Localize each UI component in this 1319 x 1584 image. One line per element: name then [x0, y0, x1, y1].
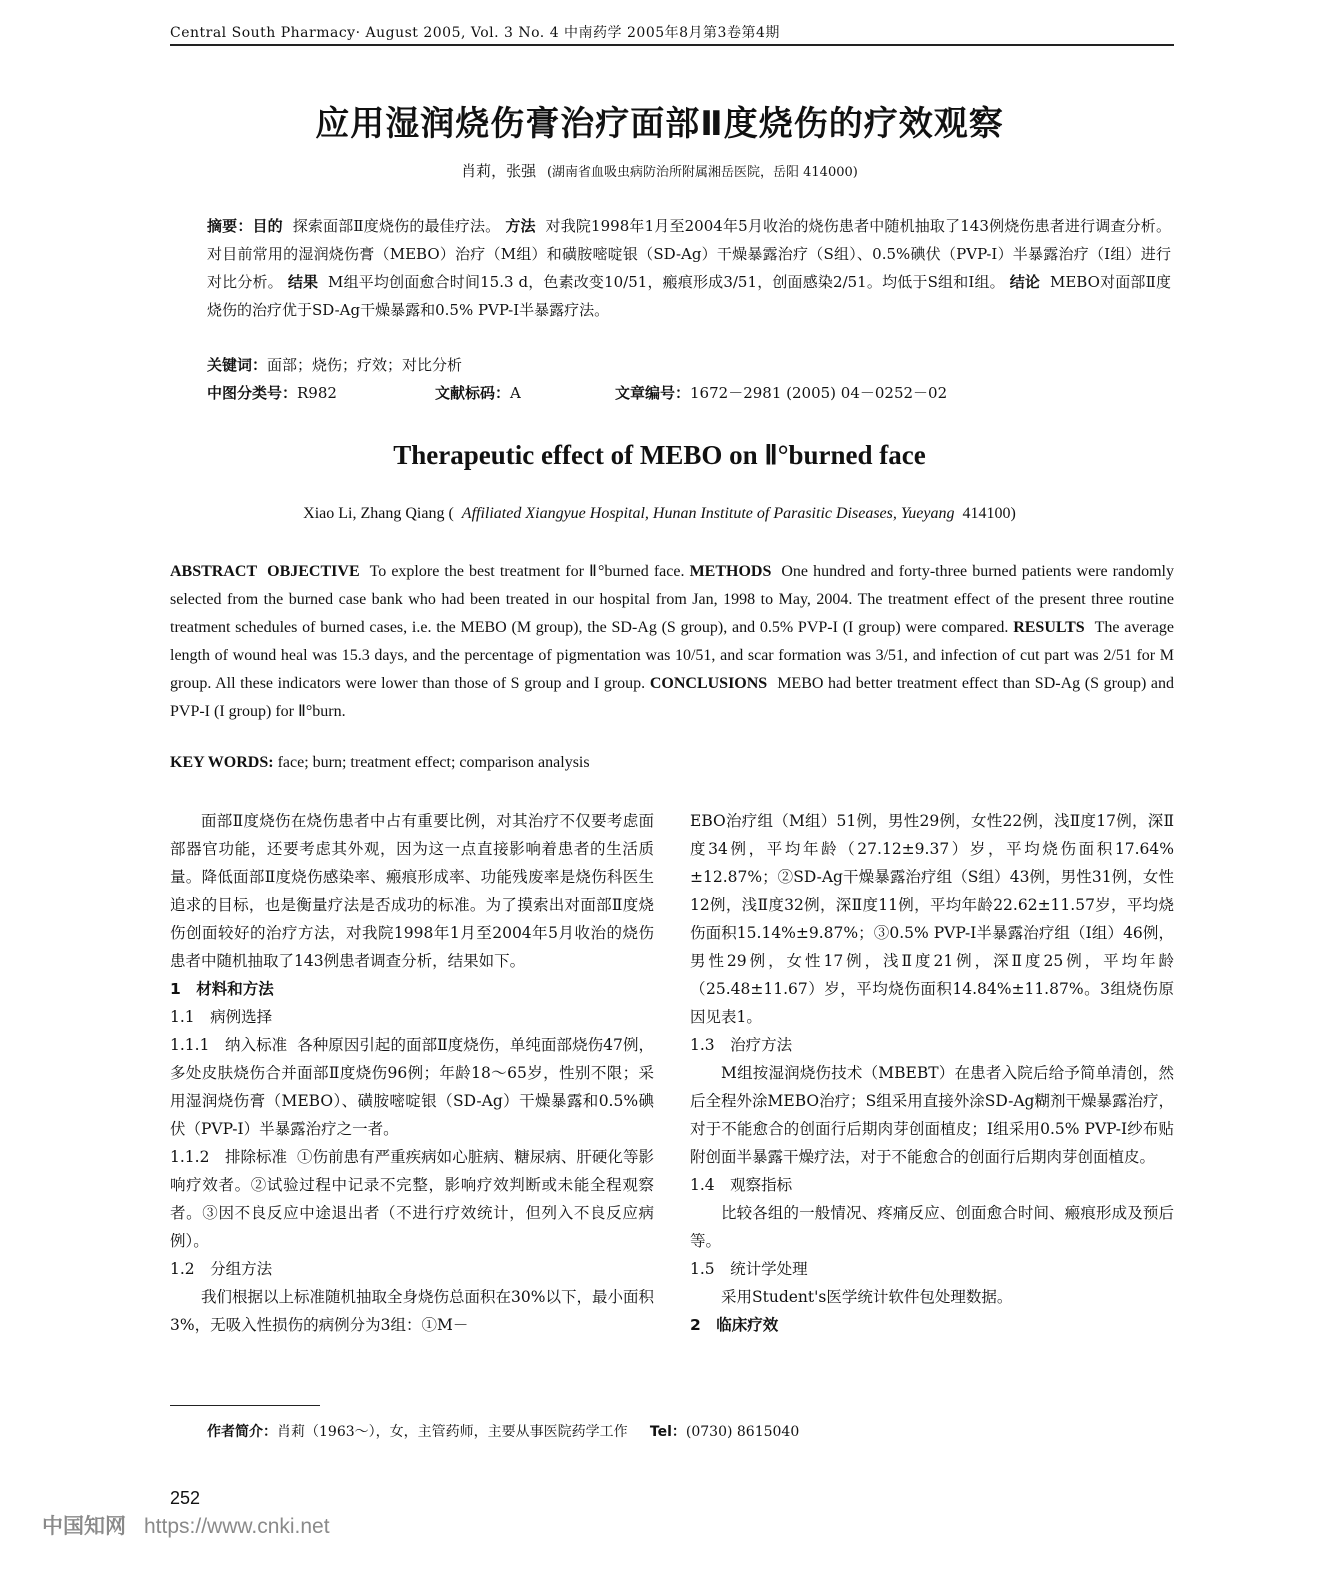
body-right-column: [690, 807, 1174, 1339]
author-footnote: [207, 1421, 799, 1441]
en-keywords-text: face; burn; treatment effect; comparison analysis: [277, 754, 590, 771]
watermark-logo-text: 中国知网: [42, 1515, 126, 1538]
section-heading: 2 临床疗效: [690, 1316, 779, 1334]
grouping-continued: EBO治疗组（M组）51例，男性29例，女性22例，浅Ⅱ度17例，深Ⅱ度34例，平均年龄（27.12±9.37）岁，平均烧伤面积17.64%±12.87%；②SD-Ag干燥暴露治疗组（S组）43例，男性31例，女性12例，浅Ⅱ度32例，深Ⅱ度11例，平均年龄22.62±11.57岁，平均烧伤面积15.14%±9.87%；③0.5% PVP-I半暴露治疗组（I组）46例，男性29例，女性17例，浅Ⅱ度21例，深Ⅱ度25例，平均年龄（25.48±11.67）岁，平均烧伤面积14.84%±11.87%。3组烧伤原因见表1。: [690, 812, 1174, 1026]
observation-paragraph: 比较各组的一般情况、疼痛反应、创面愈合时间、瘢痕形成及预后等。: [690, 1204, 1174, 1250]
subsubsection-heading: 1.1.2 排除标准: [170, 1148, 288, 1166]
results-text: M组平均创面愈合时间15.3 d，色素改变10/51，瘢痕形成3/51，创面感染2/51。均低于S组和I组。: [328, 273, 1005, 291]
english-author-names: Xiao Li, Zhang Qiang: [303, 505, 445, 522]
footnote-label: 作者简介：: [207, 1424, 277, 1440]
en-methods-label: METHODS: [689, 563, 772, 580]
running-head: Central South Pharmacy· August 2005, Vol. 3 No. 4 中南药学 2005年8月第3卷第4期: [170, 25, 780, 41]
exclusion-paragraph: [170, 1143, 654, 1255]
en-abstract-label: ABSTRACT: [170, 563, 258, 580]
footnote-rule: [170, 1405, 320, 1406]
subsection-heading: 1.2 分组方法: [170, 1260, 273, 1278]
english-title: Therapeutic effect of MEBO on Ⅱ°burned face: [393, 440, 926, 470]
cnki-watermark: [42, 1510, 330, 1540]
english-affiliation: Affiliated Xiangyue Hospital, Hunan Institute of Parasitic Diseases, Yueyang: [461, 505, 955, 522]
tel-label: Tel：: [649, 1424, 686, 1440]
methods-text: 对我院1998年1月至2004年5月收治的烧伤患者中随机抽取了143例烧伤患者进行调查分析。对目前常用的湿润烧伤膏（MEBO）治疗（M组）和磺胺嘧啶银（SD-Ag）干燥暴露治疗（S组）、0.5%碘伏（PVP-I）半暴露治疗（I组）进行对比分析。: [207, 217, 1171, 291]
section-heading: 1 材料和方法: [170, 980, 274, 998]
en-results-label: RESULTS: [1013, 619, 1085, 636]
objective-label: 目的: [252, 217, 283, 235]
body-left-column: [170, 807, 654, 1339]
grouping-paragraph: 我们根据以上标准随机抽取全身烧伤总面积在30%以下，最小面积3%，无吸入性损伤的病例分为3组：①M－: [170, 1288, 654, 1334]
en-methods-text: One hundred and forty-three burned patients were randomly selected from the burned case bank who had been treated in our hospital from Jan, 1998 to May, 2004. The treatment effect of the present three routine treatment schedules of burned cases, i.e. the MEBO (M group), the SD-Ag (S group), and 0.5% PVP-I (I group) were compared.: [170, 563, 1175, 636]
exclusion-text: ①伤前患有严重疾病如心脏病、糖尿病、肝硬化等影响疗效者。②试验过程中记录不完整，影响疗效判断或未能全程观察者。③因不良反应中途退出者（不进行疗效统计，但列入不良反应病例）。: [170, 1148, 654, 1250]
en-objective-text: To explore the best treatment for Ⅱ°burned face.: [369, 563, 685, 580]
tel-value: (0730) 8615040: [685, 1424, 800, 1440]
chinese-authors: [0, 160, 1319, 181]
chinese-keywords: [207, 354, 462, 375]
en-conclusions-text: MEBO had better treatment effect than SD-Ag (S group) and PVP-I (I group) for Ⅱ°burn.: [170, 675, 1174, 720]
english-keywords: [170, 754, 590, 772]
author-affiliation: (湖南省血吸虫病防治所附属湘岳医院，岳阳 414000): [546, 165, 858, 180]
results-label: 结果: [287, 273, 319, 291]
article-no-value: 1672－2981 (2005) 04－0252－02: [690, 384, 948, 402]
conclusion-text: MEBO对面部Ⅱ度烧伤的治疗优于SD-Ag干燥暴露和0.5% PVP-I半暴露疗法。: [207, 273, 1171, 319]
chinese-abstract: [207, 212, 1171, 324]
article-no-label: 文章编号：: [615, 384, 691, 402]
clc-value: R982: [297, 384, 337, 402]
clc-item: [207, 382, 435, 403]
doc-code-label: 文献标码：: [435, 384, 511, 402]
subsection-heading: 1.1 病例选择: [170, 1008, 273, 1026]
header-rule: [170, 44, 1174, 46]
subsection-heading: 1.3 治疗方法: [690, 1036, 793, 1054]
footnote-text: 肖莉（1963～），女，主管药师，主要从事医院药学工作: [277, 1424, 628, 1440]
author-names: 肖莉，张强: [461, 162, 537, 180]
keywords-text: 面部；烧伤；疗效；对比分析: [267, 356, 463, 374]
doc-code-item: [435, 382, 615, 403]
en-conclusions-label: CONCLUSIONS: [649, 675, 768, 692]
chinese-title: 应用湿润烧伤膏治疗面部Ⅱ度烧伤的疗效观察: [315, 104, 1004, 144]
inclusion-paragraph: [170, 1031, 654, 1143]
inclusion-text: 各种原因引起的面部Ⅱ度烧伤，单纯面部烧伤47例，多处皮肤烧伤合并面部Ⅱ度烧伤96例；年龄18～65岁，性别不限；采用湿润烧伤膏（MEBO）、磺胺嘧啶银（SD-Ag）干燥暴露和0.5%碘伏（PVP-I）半暴露治疗之一者。: [170, 1036, 654, 1138]
english-postcode: 414100): [962, 505, 1016, 522]
abstract-label: 摘要：: [207, 217, 253, 235]
statistics-paragraph: 采用Student's医学统计软件包处理数据。: [721, 1288, 1013, 1306]
en-objective-label: OBJECTIVE: [267, 563, 360, 580]
english-authors: Xiao Li, Zhang Qiang ( Affiliated Xiangyue Hospital, Hunan Institute of Parasitic Diseases, Yueyang 414100): [303, 505, 1016, 522]
intro-paragraph: 面部Ⅱ度烧伤在烧伤患者中占有重要比例，对其治疗不仅要考虑面部器官功能，还要考虑其外观，因为这一点直接影响着患者的生活质量。降低面部Ⅱ度烧伤感染率、瘢痕形成率、功能残废率是烧伤科医生追求的目标，也是衡量疗法是否成功的标准。为了摸索出对面部Ⅱ度烧伤创面较好的治疗方法，对我院1998年1月至2004年5月收治的烧伤患者中随机抽取了143例患者调查分析，结果如下。: [170, 812, 654, 970]
treatment-paragraph: M组按湿润烧伤技术（MBEBT）在患者入院后给予简单清创，然后全程外涂MEBO治疗；S组采用直接外涂SD-Ag糊剂干燥暴露治疗，对于不能愈合的创面行后期肉芽创面植皮；I组采用0.5% PVP-I纱布贴附创面半暴露干燥疗法，对于不能愈合的创面行后期肉芽创面植皮。: [690, 1064, 1174, 1166]
subsection-heading: 1.4 观察指标: [690, 1176, 793, 1194]
subsection-heading: 1.5 统计学处理: [690, 1260, 808, 1278]
methods-label: 方法: [505, 217, 536, 235]
en-results-text: The average length of wound heal was 15.3 days, and the percentage of pigmentation was 10/51, and scar formation was 3/51, and infection of cut part was 2/51 for M group. All these indicators were lower than those of S group and I group.: [170, 619, 1175, 692]
classification-line: [207, 382, 1171, 403]
en-keywords-label: KEY WORDS:: [170, 754, 274, 771]
english-abstract: [170, 558, 1174, 726]
subsubsection-heading: 1.1.1 纳入标准: [170, 1036, 288, 1054]
watermark-url: https://www.cnki.net: [144, 1515, 330, 1538]
keywords-label: 关键词：: [207, 356, 268, 374]
clc-label: 中图分类号：: [207, 384, 298, 402]
doc-code-value: A: [510, 384, 521, 402]
objective-text: 探索面部Ⅱ度烧伤的最佳疗法。: [292, 217, 501, 235]
article-no-item: [615, 382, 947, 403]
conclusion-label: 结论: [1009, 273, 1041, 291]
page-number: 252: [170, 1488, 201, 1508]
